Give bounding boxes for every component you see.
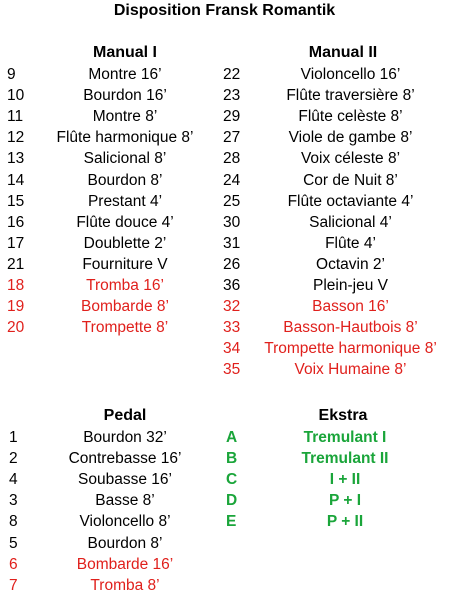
stop-number: 11: [7, 108, 24, 126]
stop-name: Tromba 8’: [90, 576, 160, 594]
stop-name: Tremulant II: [301, 450, 389, 468]
manual2-heading: Manual II: [308, 44, 378, 61]
ekstra-row: [226, 429, 436, 450]
stop-number: 7: [9, 576, 18, 594]
ekstra-row: [226, 513, 436, 534]
stop-number: 10: [7, 87, 25, 105]
manual2-row: [223, 87, 445, 108]
stop-number: 28: [223, 150, 241, 168]
ekstra-heading: Ekstra: [318, 407, 368, 424]
pedal-row: [9, 535, 214, 556]
stop-number: 4: [9, 471, 18, 489]
stop-name: Flûte celèste 8’: [298, 108, 403, 126]
manual2-row: [223, 361, 445, 382]
manual1-row: [7, 277, 212, 298]
pedal-row: [9, 556, 214, 577]
pedal-row: [9, 492, 214, 513]
manual2-row: [223, 277, 445, 298]
stop-name: Voix Humaine 8’: [294, 361, 407, 379]
stop-name: Flûte douce 4’: [76, 213, 174, 231]
stop-number: 3: [9, 492, 18, 510]
stop-number: 13: [7, 150, 25, 168]
stop-name: Bombarde 8’: [81, 298, 169, 316]
stop-name: Trompette harmonique 8’: [264, 340, 437, 358]
ekstra-row: [226, 492, 436, 513]
stop-name: Trompette 8’: [81, 319, 169, 337]
pedal-row: [9, 471, 214, 492]
stop-name: Fourniture V: [82, 255, 168, 273]
stop-number: 32: [223, 298, 241, 316]
stop-number: C: [226, 471, 238, 489]
stop-name: P + II: [326, 513, 364, 531]
stop-name: Octavin 2’: [316, 255, 385, 273]
manual1-row: [7, 172, 212, 193]
stop-number: 31: [223, 234, 241, 252]
manual1-row: [7, 66, 212, 87]
manual2-row: [223, 256, 445, 277]
stop-name: Flûte 4’: [325, 234, 376, 252]
manual2-row: [223, 340, 445, 361]
ekstra-row: [226, 471, 436, 492]
stop-number: 26: [223, 255, 241, 273]
stop-name: P + I: [328, 492, 362, 510]
manual2-row: [223, 129, 445, 150]
manual2-row: [223, 298, 445, 319]
stop-name: I + II: [329, 471, 361, 489]
stop-name: Basse 8’: [95, 492, 155, 510]
manual1-row: [7, 298, 212, 319]
stop-number: 18: [7, 277, 25, 294]
manual1-row: [7, 129, 212, 150]
stop-name: Salicional 4’: [309, 213, 392, 231]
stop-number: 12: [7, 129, 25, 147]
stop-name: Tromba 16’: [86, 277, 164, 294]
stop-number: 25: [223, 192, 241, 210]
stop-number: B: [226, 450, 238, 468]
stop-number: 1: [9, 429, 18, 446]
stop-number: 19: [7, 298, 25, 316]
manual2-row: [223, 235, 445, 256]
stop-name: Soubasse 16’: [78, 471, 172, 489]
stop-name: Cor de Nuit 8’: [303, 171, 398, 189]
stop-number: 6: [9, 555, 18, 573]
pedal-heading: Pedal: [103, 407, 147, 424]
stop-number: 15: [7, 192, 25, 210]
stop-number: A: [226, 429, 238, 446]
stop-number: 8: [9, 513, 18, 531]
stop-number: 2: [9, 450, 18, 468]
manual1-row: [7, 256, 212, 277]
stop-number: 27: [223, 129, 241, 147]
stop-number: D: [226, 492, 238, 510]
stop-name: Bourdon 8’: [87, 534, 163, 552]
manual2-row: [223, 214, 445, 235]
stop-number: 17: [7, 234, 25, 252]
stop-name: Basson 16’: [312, 298, 389, 316]
pedal-row: [9, 450, 214, 471]
page-title: Disposition Fransk Romantik: [113, 2, 336, 19]
stop-name: Plein-jeu V: [313, 277, 388, 294]
stop-number: 33: [223, 319, 241, 337]
stop-name: Violoncello 8’: [79, 513, 171, 531]
stop-name: Tremulant I: [303, 429, 387, 446]
stop-name: Salicional 8’: [83, 150, 167, 168]
manual1-row: [7, 193, 212, 214]
stop-name: Basson-Hautbois 8’: [283, 319, 418, 337]
stop-name: Bourdon 16’: [83, 87, 167, 105]
manual2-row: [223, 193, 445, 214]
stop-name: Doublette 2’: [83, 234, 167, 252]
manual1-row: [7, 150, 212, 171]
stop-name: Bourdon 8’: [87, 171, 163, 189]
stop-number: 30: [223, 213, 241, 231]
stop-name: Violoncello 16’: [300, 66, 401, 83]
manual2-row: [223, 319, 445, 340]
stop-number: 29: [223, 108, 241, 126]
manual1-heading: Manual I: [92, 44, 157, 61]
ekstra-row: [226, 450, 436, 471]
stop-number: 22: [223, 66, 241, 83]
stop-name: Montre 8’: [92, 108, 158, 126]
stop-number: 20: [7, 319, 25, 337]
pedal-row: [9, 577, 214, 598]
stop-name: Prestant 4’: [87, 192, 163, 210]
manual2-row: [223, 172, 445, 193]
manual1-row: [7, 108, 212, 129]
stop-number: 34: [223, 340, 241, 358]
stop-name: Montre 16’: [88, 66, 162, 83]
manual1-row: [7, 319, 212, 340]
manual2-row: [223, 66, 445, 87]
manual2-row: [223, 108, 445, 129]
stop-number: E: [226, 513, 237, 531]
pedal-row: [9, 429, 214, 450]
stop-name: Bourdon 32’: [83, 429, 167, 446]
stop-number: 16: [7, 213, 25, 231]
stop-name: Viole de gambe 8’: [288, 129, 413, 147]
stop-number: 36: [223, 277, 241, 294]
stop-name: Voix céleste 8’: [300, 150, 401, 168]
stop-name: Contrebasse 16’: [68, 450, 182, 468]
manual1-row: [7, 87, 212, 108]
stop-number: 24: [223, 171, 241, 189]
stop-name: Flûte octaviante 4’: [287, 192, 414, 210]
stop-number: 23: [223, 87, 241, 105]
pedal-row: [9, 513, 214, 534]
stop-number: 14: [7, 171, 25, 189]
manual1-row: [7, 235, 212, 256]
stop-name: Flûte traversière 8’: [286, 87, 415, 105]
manual2-row: [223, 150, 445, 171]
stop-name: Bombarde 16’: [76, 555, 174, 573]
stop-number: 9: [7, 66, 16, 83]
stop-name: Flûte harmonique 8’: [56, 129, 194, 147]
stop-number: 21: [7, 255, 25, 273]
stop-number: 35: [223, 361, 241, 379]
manual1-row: [7, 214, 212, 235]
stop-number: 5: [9, 534, 18, 552]
